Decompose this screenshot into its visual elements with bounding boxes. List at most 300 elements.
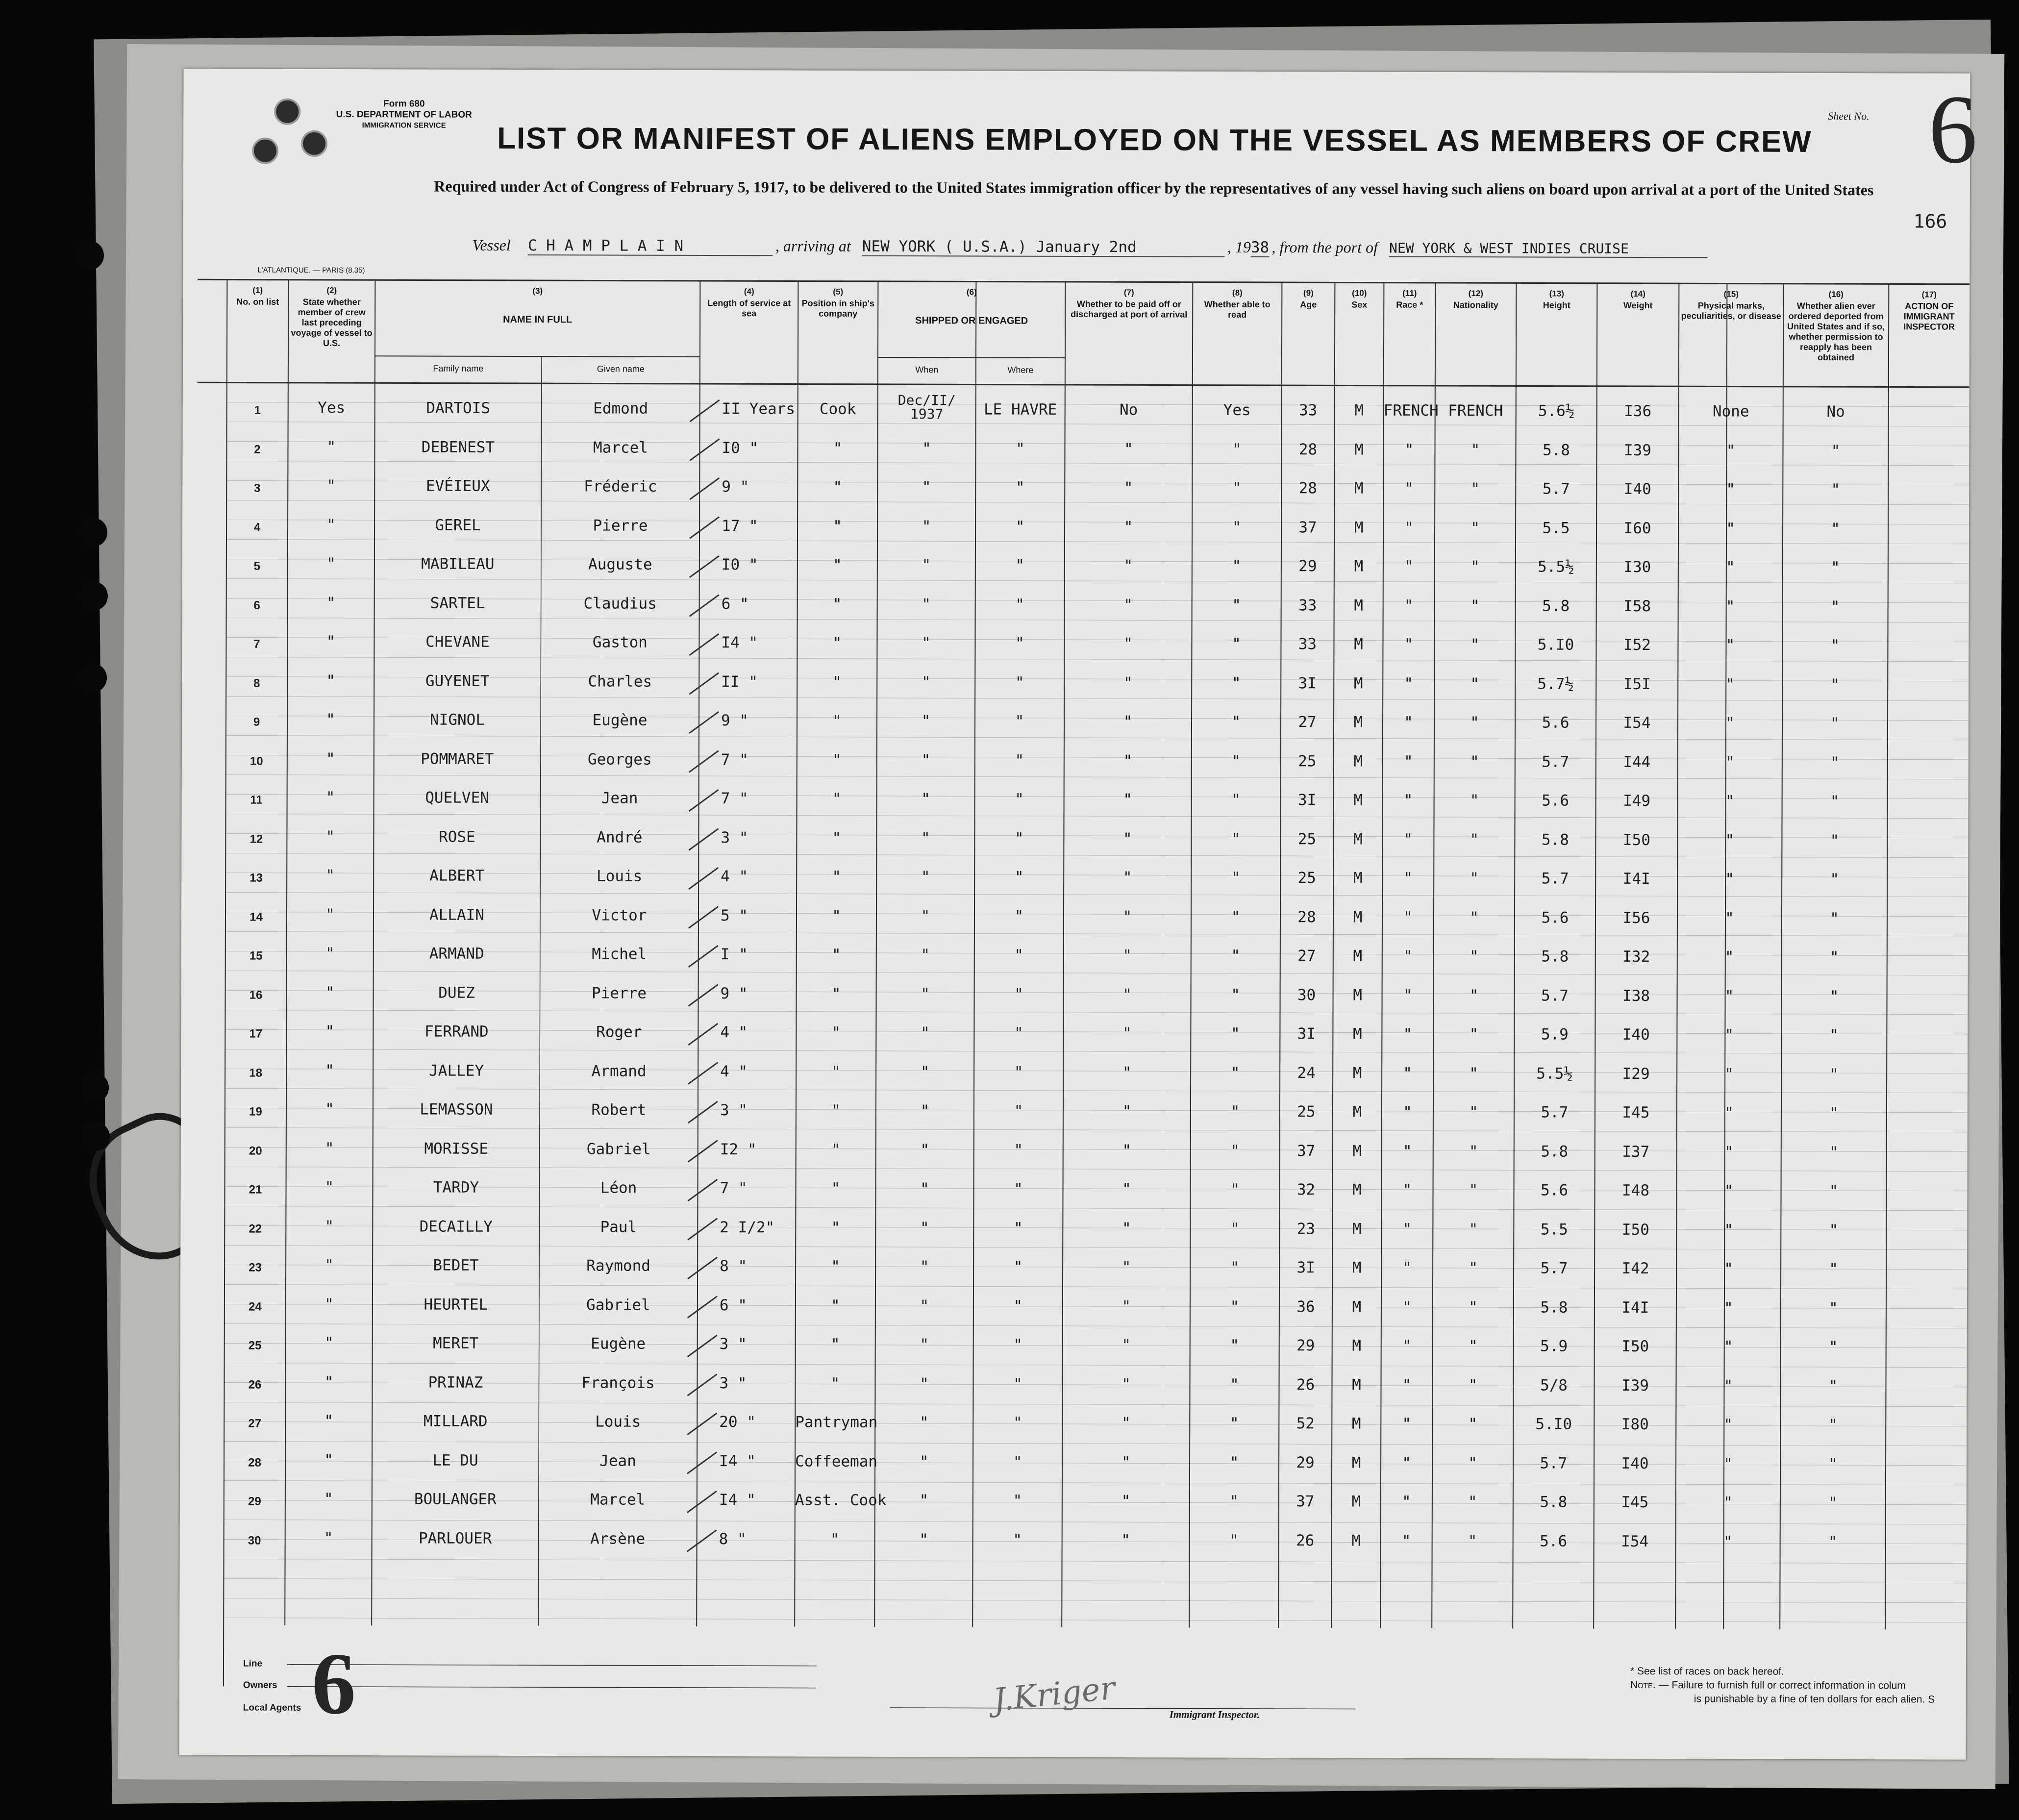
cell-age: 25: [1297, 869, 1316, 887]
cell-family: ARMAND: [429, 945, 484, 963]
cell-nat: ": [1470, 870, 1479, 888]
cell-age: 37: [1296, 1493, 1315, 1511]
cell-family: JALLEY: [429, 1062, 484, 1080]
cell-where: ": [1013, 1258, 1023, 1276]
cell-given: Eugène: [591, 1335, 646, 1353]
cell-height: 5.8: [1541, 947, 1569, 966]
cell-no: 4: [253, 521, 261, 534]
cell-given: Jean: [599, 1451, 636, 1470]
cell-height: 5.8: [1540, 1493, 1568, 1511]
cell-marks: ": [1723, 1376, 1733, 1395]
cell-marks: ": [1725, 636, 1735, 654]
vessel-name: C H A M P L A I N: [528, 237, 773, 256]
cell-weight: I39: [1621, 1376, 1649, 1395]
cell-weight: I60: [1623, 519, 1651, 537]
cell-where: ": [1015, 596, 1025, 614]
cell-read: ": [1232, 557, 1242, 575]
cell-when: ": [920, 1219, 929, 1237]
cell-when: ": [921, 751, 931, 769]
table-row: [182, 546, 1969, 589]
cell-no: 20: [249, 1144, 262, 1158]
cell-no: 14: [249, 910, 263, 924]
column-header-given: Given name: [597, 364, 645, 374]
cell-family: HEURTEL: [424, 1296, 488, 1314]
cell-where: ": [1013, 1297, 1023, 1315]
cell-age: 26: [1296, 1531, 1315, 1549]
cell-marks: ": [1723, 1338, 1733, 1356]
cell-paid: ": [1122, 869, 1132, 887]
column-number-prev: (2): [326, 286, 337, 296]
from-label: , from the port of: [1271, 238, 1378, 256]
cell-height: 5.6: [1540, 1181, 1569, 1199]
cell-sex: M: [1351, 1415, 1361, 1433]
cell-height: 5.9: [1541, 1025, 1569, 1044]
cell-race: ": [1404, 635, 1414, 653]
cell-read: ": [1230, 1064, 1240, 1082]
cell-when: ": [921, 712, 931, 730]
cell-nat: ": [1470, 558, 1480, 576]
cell-where: ": [1015, 751, 1024, 770]
cell-weight: I42: [1621, 1259, 1649, 1278]
cell-paid: ": [1122, 1024, 1132, 1043]
cell-marks: None: [1712, 402, 1749, 421]
cell-weight: I54: [1621, 1532, 1649, 1550]
cell-family: MABILEAU: [421, 555, 495, 573]
table-row: [182, 429, 1969, 473]
cell-nat: ": [1470, 792, 1479, 810]
cell-deported: ": [1829, 1182, 1839, 1200]
cell-position: ": [831, 985, 841, 1003]
cell-marks: ": [1724, 1026, 1734, 1044]
inspector-signature: J.Kriger: [991, 1670, 1117, 1719]
cell-height: 5.7: [1541, 870, 1569, 888]
cell-given: Michel: [592, 945, 647, 963]
cell-position: ": [832, 868, 842, 886]
cell-deported: ": [1828, 1416, 1838, 1434]
cell-deported: ": [1829, 1065, 1839, 1083]
cell-deported: ": [1828, 1377, 1838, 1395]
cell-prev: ": [324, 1529, 333, 1547]
cell-weight: I56: [1622, 909, 1650, 927]
cell-sex: M: [1352, 1064, 1362, 1082]
cell-prev: ": [325, 905, 335, 923]
cell-deported: ": [1830, 831, 1840, 849]
cell-family: GEREL: [435, 516, 481, 534]
cell-paid: ": [1122, 1063, 1132, 1081]
cell-age: 3I: [1297, 1025, 1316, 1043]
column-number-race: (11): [1402, 288, 1417, 298]
form-number: Form 680: [383, 99, 425, 109]
column-number-sex: (10): [1352, 288, 1367, 298]
cell-height: 5.7: [1541, 986, 1569, 1005]
cell-read: ": [1229, 1492, 1239, 1510]
table-row: [182, 468, 1969, 511]
cell-paid: No: [1119, 401, 1138, 419]
cell-read: ": [1231, 869, 1241, 887]
cell-nat: ": [1470, 597, 1480, 615]
stamp-number: 166: [1913, 210, 1947, 232]
table-row: [180, 1403, 1967, 1446]
cell-marks: ": [1725, 714, 1735, 732]
cell-when: ": [920, 1024, 930, 1042]
cell-service: 8 ": [719, 1530, 747, 1548]
note-prefix: Note.: [1630, 1679, 1656, 1691]
inspector-underline: [890, 1708, 1356, 1709]
cell-nat: ": [1471, 441, 1480, 459]
cell-no: 23: [249, 1261, 262, 1274]
cell-sex: M: [1351, 1531, 1361, 1550]
cell-age: 37: [1297, 1142, 1316, 1160]
cell-when: ": [920, 1180, 929, 1198]
cell-paid: ": [1121, 1414, 1131, 1432]
cell-age: 26: [1296, 1375, 1315, 1394]
cell-service: 3 ": [719, 1374, 747, 1392]
cell-paid: ": [1123, 518, 1133, 536]
cell-family: BEDET: [433, 1256, 479, 1274]
cell-paid: ": [1123, 829, 1132, 848]
cell-sex: M: [1354, 401, 1364, 420]
cell-prev: ": [325, 983, 335, 1001]
cell-deported: ": [1829, 987, 1839, 1005]
cell-service: 7 ": [720, 1179, 748, 1197]
cell-family: DUEZ: [438, 984, 475, 1002]
cell-read: ": [1231, 674, 1241, 692]
cell-marks: ": [1725, 792, 1735, 810]
cell-when: ": [919, 1452, 929, 1471]
cell-marks: ": [1724, 1260, 1733, 1278]
cell-sex: M: [1352, 1181, 1362, 1199]
cell-race: ": [1403, 791, 1413, 809]
cell-height: 5.8: [1542, 441, 1570, 459]
cell-sex: M: [1353, 791, 1363, 809]
cell-marks: ": [1724, 1104, 1734, 1122]
cell-service: 9 ": [720, 984, 748, 1002]
cell-race: ": [1402, 1376, 1412, 1394]
cell-where: ": [1014, 1141, 1023, 1159]
cell-where: ": [1016, 440, 1025, 458]
cell-marks: ": [1724, 1065, 1734, 1083]
table-row: [180, 1364, 1967, 1408]
cell-when: ": [922, 556, 931, 574]
cell-nat: ": [1470, 674, 1480, 693]
cell-marks: ": [1724, 1182, 1734, 1200]
cell-nat: ": [1470, 830, 1479, 848]
binder-hole: [81, 582, 108, 610]
cell-when: ": [919, 1530, 929, 1548]
cell-read: ": [1229, 1414, 1239, 1432]
binder-hole: [80, 664, 107, 692]
cell-age: 25: [1298, 752, 1317, 770]
column-header-shipped: SHIPPED OR ENGAGED: [915, 315, 1028, 326]
cell-no: 7: [253, 637, 260, 651]
cell-read: ": [1231, 791, 1241, 809]
cell-when: ": [921, 946, 930, 964]
cell-given: Gabriel: [586, 1296, 650, 1314]
cell-position: Coffeeman: [795, 1452, 878, 1471]
table-row: [182, 741, 1969, 784]
cell-no: 30: [248, 1534, 261, 1547]
cell-sex: M: [1354, 518, 1364, 537]
cell-service: I2 ": [720, 1140, 757, 1158]
column-header-where: Where: [1007, 365, 1034, 375]
table-row: [181, 974, 1968, 1018]
cell-deported: ": [1830, 675, 1840, 694]
cell-weight: I40: [1621, 1454, 1649, 1472]
column-header-weight: Weight: [1623, 300, 1653, 311]
cell-prev: ": [326, 672, 336, 690]
vessel-label: Vessel: [472, 236, 511, 254]
cell-paid: ": [1122, 1219, 1131, 1237]
cell-nat: ": [1470, 636, 1480, 654]
cell-age: 37: [1298, 518, 1317, 536]
cell-read: ": [1232, 518, 1242, 536]
cell-age: 23: [1296, 1220, 1316, 1238]
table-row: [181, 1052, 1968, 1096]
cell-marks: ": [1724, 987, 1734, 1005]
table-row: [183, 390, 1969, 433]
cell-nat: ": [1469, 986, 1479, 1004]
cell-nat: ": [1469, 1181, 1478, 1199]
table-row: [182, 663, 1969, 706]
cell-read: ": [1232, 596, 1242, 614]
cell-race: ": [1402, 1298, 1412, 1316]
line-underline: [287, 1665, 817, 1666]
cell-paid: ": [1123, 673, 1133, 692]
cell-where: ": [1013, 1453, 1022, 1471]
cell-prev: Yes: [318, 399, 346, 417]
cell-deported: ": [1828, 1533, 1838, 1551]
cell-weight: I54: [1623, 714, 1651, 732]
column-header-position: Position in ship's company: [801, 298, 874, 319]
table-row: [181, 857, 1968, 901]
cell-sex: M: [1352, 1375, 1361, 1394]
cell-no: 12: [249, 832, 263, 846]
cell-given: Gaston: [592, 633, 648, 651]
fine-note: [1630, 1678, 1906, 1693]
cell-sex: M: [1352, 1025, 1362, 1043]
table-top-rule: [198, 279, 1969, 284]
cell-paid: ": [1122, 1141, 1132, 1159]
cell-marks: ": [1723, 1416, 1733, 1434]
cell-race: ": [1404, 674, 1414, 693]
cell-when: ": [922, 478, 931, 497]
cell-no: 13: [249, 871, 263, 885]
cell-height: 5.5: [1540, 1220, 1568, 1239]
cell-position: ": [831, 1257, 840, 1275]
cell-where: ": [1015, 518, 1025, 536]
cell-read: ": [1232, 440, 1242, 458]
cell-marks: ": [1725, 831, 1735, 849]
table-row: [180, 1325, 1967, 1369]
column-number-deported: (16): [1828, 290, 1844, 299]
column-number-weight: (14): [1630, 289, 1645, 299]
cell-height: 5.6: [1542, 714, 1570, 732]
cell-when: ": [920, 1141, 930, 1159]
cell-nat: ": [1469, 1259, 1478, 1277]
cell-family: FERRAND: [424, 1022, 489, 1041]
cell-marks: ": [1724, 948, 1734, 966]
cell-prev: ": [325, 1061, 335, 1079]
handwritten-sheet-number: 6: [311, 1634, 356, 1733]
cell-given: Auguste: [588, 555, 652, 573]
cell-height: 5.6: [1542, 792, 1570, 810]
cell-marks: ": [1725, 753, 1735, 772]
year-label: , 19: [1227, 238, 1251, 256]
cell-marks: ": [1726, 519, 1735, 538]
cell-when: ": [920, 1374, 929, 1393]
cell-height: 5.7: [1542, 480, 1570, 498]
cell-paid: ": [1121, 1453, 1131, 1471]
cell-where: ": [1014, 907, 1024, 925]
cell-position: Asst. Cook: [795, 1491, 887, 1509]
cell-family: ALLAIN: [429, 906, 485, 924]
column-header-paid: Whether to be paid off or discharged at port of arrival: [1071, 299, 1188, 320]
cell-given: Edmond: [593, 399, 648, 418]
cell-family: LEMASSON: [420, 1100, 493, 1119]
cell-height: 5.7: [1541, 1103, 1569, 1122]
cell-service: 6 ": [721, 595, 749, 613]
column-number-age: (9): [1303, 288, 1314, 298]
binder-hole: [82, 1073, 109, 1102]
cell-where: ": [1015, 712, 1024, 730]
table-row: [181, 1091, 1968, 1135]
cell-given: Raymond: [586, 1257, 650, 1275]
cell-sex: M: [1353, 830, 1363, 848]
cell-read: ": [1230, 1102, 1240, 1121]
cell-age: 25: [1297, 830, 1317, 848]
column-number-shipped: (6): [966, 287, 977, 297]
cell-paid: ": [1123, 635, 1133, 653]
cell-nat: ": [1470, 752, 1479, 771]
table-row: [181, 897, 1968, 940]
cell-prev: ": [325, 866, 335, 885]
cell-weight: I5I: [1623, 675, 1651, 693]
cell-sex: M: [1353, 947, 1363, 965]
cell-height: 5/8: [1540, 1376, 1568, 1395]
arriving-port: NEW YORK ( U.S.A.) January 2nd: [862, 238, 1225, 257]
cell-family: PARLOUER: [418, 1529, 492, 1547]
cell-where: ": [1015, 478, 1025, 497]
cell-race: ": [1403, 908, 1413, 926]
cell-nat: ": [1468, 1337, 1478, 1355]
cell-where: ": [1014, 1063, 1023, 1081]
cell-sex: M: [1354, 557, 1364, 575]
cell-sex: M: [1352, 1220, 1362, 1238]
cell-family: LE DU: [432, 1451, 478, 1470]
cell-race: ": [1402, 1337, 1412, 1355]
cell-position: ": [833, 478, 843, 496]
cell-no: 15: [249, 949, 263, 963]
cell-family: ROSE: [439, 828, 475, 846]
cell-family: DECAILLY: [419, 1218, 493, 1236]
cell-paid: ": [1121, 1492, 1131, 1510]
table-row: [182, 701, 1969, 745]
owners-label: Owners: [243, 1680, 277, 1691]
cell-weight: I37: [1622, 1143, 1650, 1161]
cell-paid: ": [1122, 1102, 1132, 1121]
table-row: [182, 585, 1969, 628]
cell-when: ": [921, 829, 930, 847]
cell-no: 6: [253, 598, 260, 612]
cell-nat: ": [1471, 480, 1480, 498]
cell-height: 5.9: [1540, 1337, 1568, 1355]
manifest-sheet: [179, 69, 1978, 1760]
cell-position: ": [832, 673, 842, 691]
cell-position: ": [830, 1530, 840, 1548]
cell-position: ": [831, 1063, 841, 1081]
cell-height: 5.8: [1542, 597, 1570, 615]
cell-nat: ": [1469, 1142, 1478, 1160]
cell-deported: ": [1830, 598, 1840, 616]
cell-read: ": [1231, 752, 1241, 770]
cell-where: ": [1015, 556, 1025, 574]
cell-family: SARTEL: [430, 594, 485, 612]
cell-prev: ": [324, 1373, 334, 1391]
cell-deported: ": [1829, 1221, 1839, 1239]
cell-family: PRINAZ: [428, 1373, 483, 1392]
cell-given: Eugène: [592, 711, 648, 729]
cell-race: ": [1403, 986, 1413, 1004]
cell-no: 16: [249, 988, 263, 1002]
cell-marks: ": [1726, 441, 1736, 460]
cell-paid: ": [1122, 1297, 1131, 1315]
fine-note-continued: is punishable by a fine of ten dollars for each alien. S: [1694, 1693, 1935, 1705]
cell-weight: I4I: [1622, 870, 1650, 888]
cell-read: Yes: [1223, 401, 1251, 419]
cell-family: MORISSE: [424, 1140, 489, 1158]
cell-height: 5.7: [1542, 752, 1570, 771]
cell-where: ": [1014, 868, 1024, 886]
cell-paid: ": [1123, 596, 1133, 614]
cell-where: LE HAVRE: [983, 400, 1057, 419]
cell-family: BOULANGER: [414, 1490, 497, 1508]
cell-read: ": [1230, 1180, 1240, 1198]
cell-weight: I30: [1623, 558, 1651, 576]
cell-sex: M: [1352, 1337, 1362, 1355]
cell-service: 2 I/2": [720, 1218, 775, 1236]
cell-when: ": [921, 985, 930, 1003]
cell-deported: ": [1829, 1260, 1838, 1278]
from-port: NEW YORK & WEST INDIES CRUISE: [1389, 240, 1708, 258]
cell-service: 3 ": [721, 828, 748, 847]
cell-age: 52: [1296, 1415, 1315, 1433]
binder-hole: [81, 518, 107, 547]
cell-height: 5.7: [1540, 1454, 1568, 1472]
cell-age: 25: [1297, 1103, 1316, 1121]
cell-read: ": [1231, 908, 1241, 926]
cell-age: 28: [1297, 908, 1316, 926]
cell-race: ": [1401, 1493, 1411, 1511]
sheet-number-handwritten: 6: [1928, 75, 1978, 184]
cell-paid: ": [1122, 907, 1132, 925]
cell-prev: ": [326, 516, 336, 534]
cell-read: ": [1229, 1531, 1239, 1549]
cell-marks: ": [1723, 1532, 1733, 1551]
cell-deported: ": [1830, 753, 1840, 772]
page-title: LIST OR MANIFEST OF ALIENS EMPLOYED ON THE VESSEL AS MEMBERS OF CREW: [497, 121, 1812, 159]
cell-sex: M: [1353, 674, 1363, 693]
cell-position: ": [832, 595, 842, 613]
cell-service: 7 ": [721, 790, 748, 808]
cell-race: ": [1404, 441, 1414, 459]
cell-nat: ": [1468, 1532, 1477, 1550]
cell-age: 27: [1297, 947, 1316, 965]
cell-no: 26: [248, 1378, 262, 1392]
cell-nat: ": [1468, 1454, 1477, 1472]
cell-position: ": [832, 829, 842, 847]
cell-nat: ": [1470, 908, 1479, 926]
cell-position: ": [831, 1101, 841, 1120]
